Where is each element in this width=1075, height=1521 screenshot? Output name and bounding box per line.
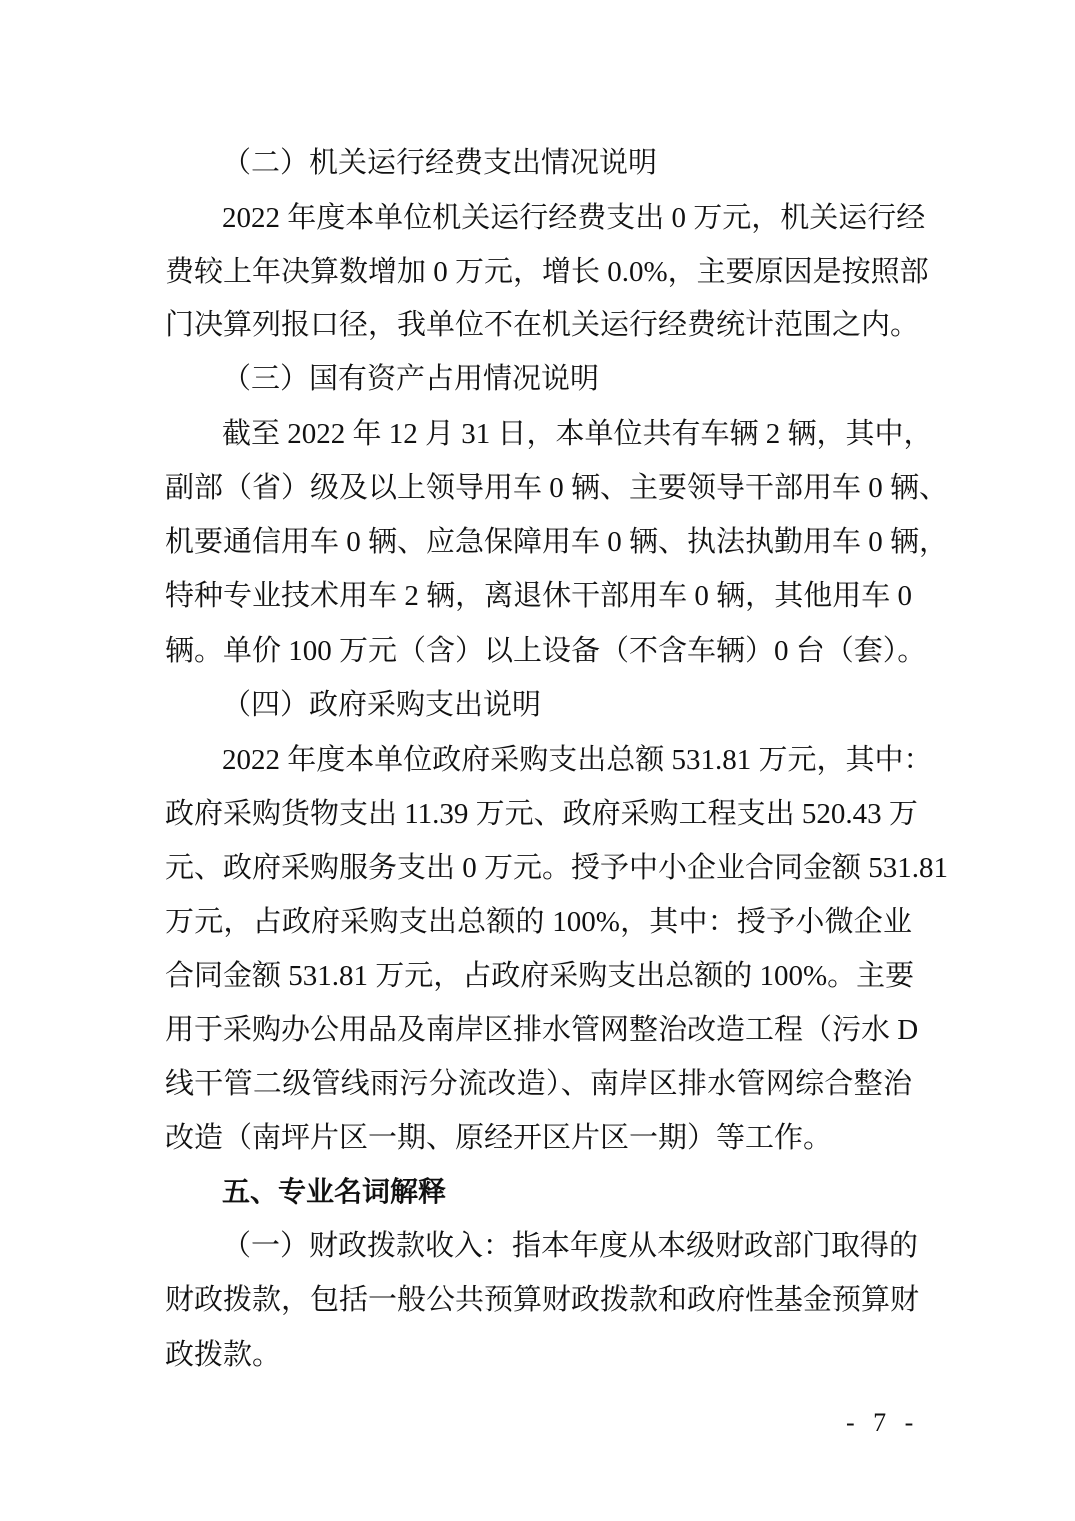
paragraph-line: 万元，占政府采购支出总额的 100%，其中：授予小微企业: [165, 906, 912, 938]
page-number: - 7 -: [846, 1408, 920, 1437]
paragraph-line: 线干管二级管线雨污分流改造）、南岸区排水管网综合整治: [165, 1068, 912, 1100]
paragraph-line: 财政拨款，包括一般公共预算财政拨款和政府性基金预算财: [165, 1284, 920, 1316]
paragraph-line: 2022 年度本单位机关运行经费支出 0 万元，机关运行经: [222, 202, 926, 234]
paragraph-line: 特种专业技术用车 2 辆，离退休干部用车 0 辆，其他用车 0: [165, 580, 912, 612]
section-heading-state-assets: （三）国有资产占用情况说明: [222, 363, 600, 395]
paragraph-line: 元、政府采购服务支出 0 万元。授予中小企业合同金额 531.81: [165, 852, 949, 884]
chapter-heading-glossary: 五、专业名词解释: [222, 1175, 447, 1208]
paragraph-line: 费较上年决算数增加 0 万元，增长 0.0%，主要原因是按照部: [165, 256, 929, 288]
paragraph-line: （一）财政拨款收入：指本年度从本级财政部门取得的: [222, 1230, 919, 1262]
paragraph-line: 改造（南坪片区一期、原经开区片区一期）等工作。: [165, 1122, 833, 1154]
paragraph-line: 2022 年度本单位政府采购支出总额 531.81 万元，其中：: [222, 744, 933, 776]
paragraph-line: 机要通信用车 0 辆、应急保障用车 0 辆、执法执勤用车 0 辆，: [165, 526, 949, 558]
paragraph-line: 政拨款。: [165, 1339, 282, 1371]
section-heading-procurement: （四）政府采购支出说明: [222, 689, 542, 721]
paragraph-line: 政府采购货物支出 11.39 万元、政府采购工程支出 520.43 万: [165, 798, 918, 830]
paragraph-line: 门决算列报口径，我单位不在机关运行经费统计范围之内。: [165, 309, 920, 341]
paragraph-line: 副部（省）级及以上领导用车 0 辆、主要领导干部用车 0 辆、: [165, 472, 949, 504]
paragraph-line: 用于采购办公用品及南岸区排水管网整治改造工程（污水 D: [165, 1014, 919, 1046]
paragraph-line: 合同金额 531.81 万元，占政府采购支出总额的 100%。主要: [165, 960, 915, 992]
paragraph-line: 截至 2022 年 12 月 31 日，本单位共有车辆 2 辆，其中，: [222, 418, 933, 450]
paragraph-line: 辆。单价 100 万元（含）以上设备（不含车辆）0 台（套）。: [165, 635, 927, 667]
section-heading-operating-expenses: （二）机关运行经费支出情况说明: [222, 147, 658, 179]
